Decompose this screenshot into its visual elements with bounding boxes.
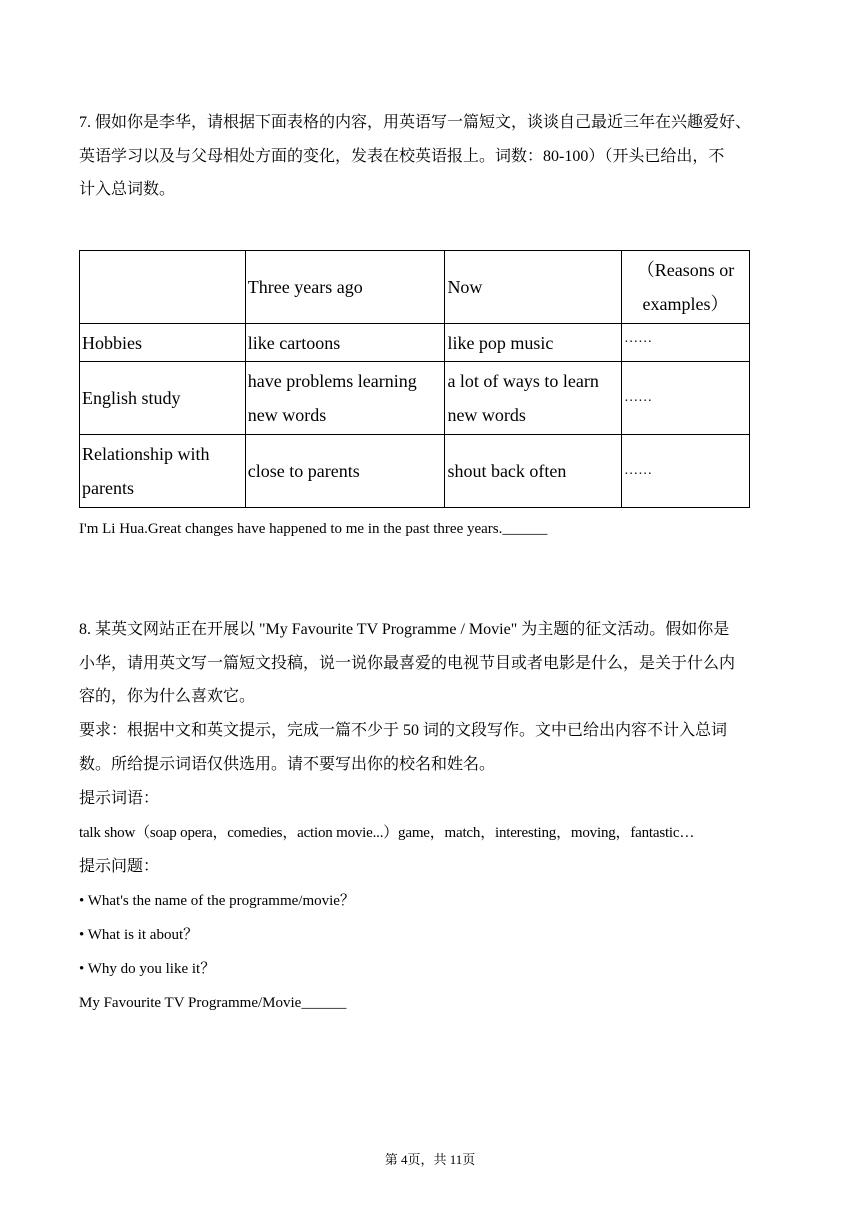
q7-prompt-line-3: 计入总词数。 xyxy=(79,181,176,198)
row-label-relationship: Relationship with parents xyxy=(80,435,246,508)
q8-prompt-line-3: 容的，你为什么喜欢它。 xyxy=(79,688,256,705)
cell-hobbies-now: like pop music xyxy=(445,324,622,362)
q8-questions-label: 提示问题： xyxy=(79,858,160,875)
q7-prompt-line-1: 7. 假如你是李华，请根据下面表格的内容，用英语写一篇短文，谈谈自己最近三年在兴趣爱好、 xyxy=(79,114,752,131)
table-row xyxy=(80,362,750,435)
page-footer: 第 4页，共 11页 xyxy=(384,1152,476,1167)
cell-hobbies-reasons: …… xyxy=(622,324,750,362)
cell-english-reasons: …… xyxy=(622,362,750,435)
header-cell-now: Now xyxy=(445,251,622,324)
cell-english-then: have problems learning new words xyxy=(245,362,445,435)
cell-relationship-now: shout back often xyxy=(445,435,622,508)
table-row xyxy=(80,435,750,508)
q8-title-line: My Favourite TV Programme/Movie______ xyxy=(79,995,347,1011)
header-cell-three-years-ago: Three years ago xyxy=(245,251,445,324)
q8-requirement-line-2: 数。所给提示词语仅供选用。请不要写出你的校名和姓名。 xyxy=(79,756,496,773)
cell-hobbies-then: like cartoons xyxy=(245,324,445,362)
q8-question-1: • What's the name of the programme/movie？ xyxy=(79,893,355,909)
row-label-hobbies: Hobbies xyxy=(80,324,246,362)
table-row xyxy=(80,324,750,362)
q7-opening-sentence: I'm Li Hua.Great changes have happened to me in the past three years.______ xyxy=(79,521,548,537)
q8-words-label: 提示词语： xyxy=(79,790,160,807)
table-header-row xyxy=(80,251,750,324)
cell-relationship-then: close to parents xyxy=(245,435,445,508)
q8-question-3: • Why do you like it？ xyxy=(79,961,216,977)
q8-hint-words: talk show（soap opera，comedies，action movie...）game，match，interesting，moving，fantastic… xyxy=(79,825,695,841)
q8-prompt-line-1: 8. 某英文网站正在开展以 "My Favourite TV Programme / Movie" 为主题的征文活动。假如你是 xyxy=(79,621,730,638)
header-cell-reasons: （Reasons or examples） xyxy=(622,251,750,324)
cell-english-now: a lot of ways to learn new words xyxy=(445,362,622,435)
q8-prompt-line-2: 小华，请用英文写一篇短文投稿，说一说你最喜爱的电视节目或者电影是什么，是关于什么内 xyxy=(79,655,736,672)
cell-relationship-reasons: …… xyxy=(622,435,750,508)
q7-prompt-line-2: 英语学习以及与父母相处方面的变化，发表在校英语报上。词数：80-100）（开头已给出，不 xyxy=(79,148,725,165)
q8-question-2: • What is it about？ xyxy=(79,927,199,943)
q7-info-table xyxy=(79,250,750,508)
row-label-english-study: English study xyxy=(80,362,246,435)
header-cell-empty xyxy=(80,251,246,324)
q8-requirement-line-1: 要求：根据中文和英文提示，完成一篇不少于 50 词的文段写作。文中已给出内容不计入总词 xyxy=(79,722,728,739)
